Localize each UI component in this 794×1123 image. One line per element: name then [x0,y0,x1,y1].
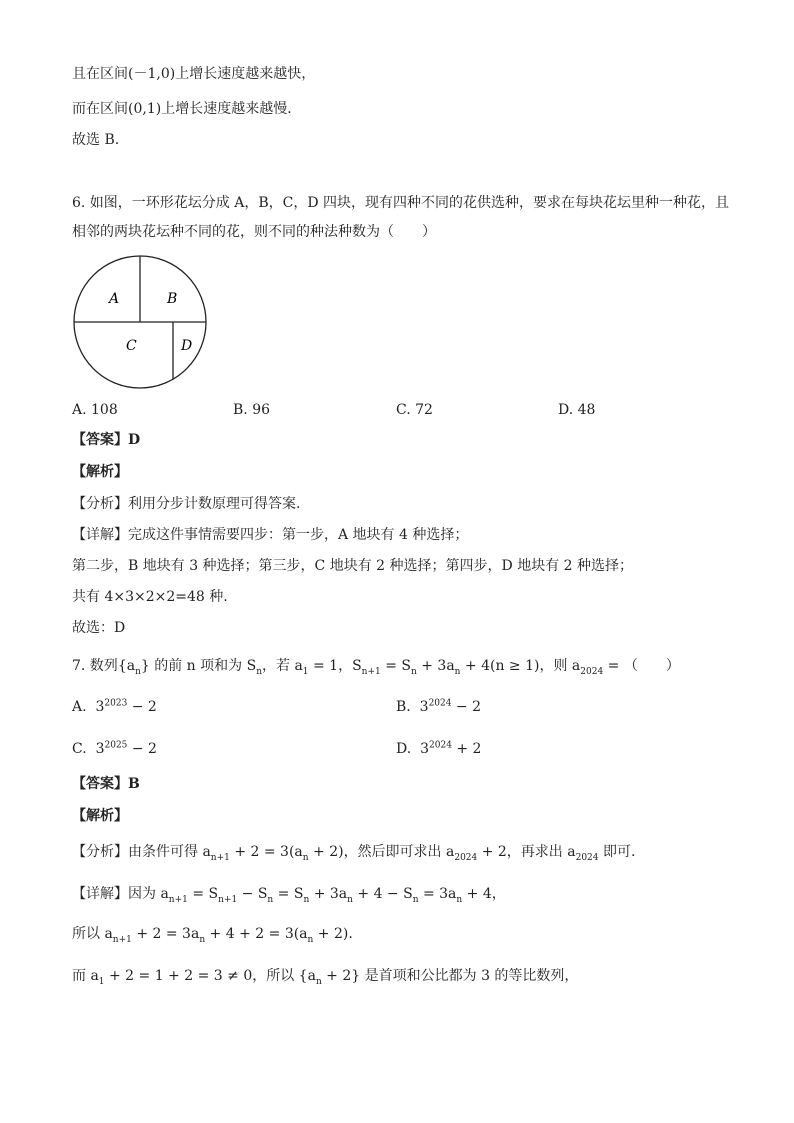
q7-option-c: C. $3^{2025} - 2$ [72,740,157,757]
text-line: 故选 B. [72,132,120,148]
text-line: 而在区间(0,1)上增长速度越来越慢． [72,101,302,117]
q6-detail-line2: 第二步，B 地块有 3 种选择；第三步，C 地块有 2 种选择；第四步，D 地块有 2 种选择； [72,558,633,574]
q7-answer: 【答案】B [72,776,140,792]
flowerbed-diagram [70,252,212,392]
text-line: 且在区间(－1,0)上增长速度越来越快， [72,66,316,82]
q6-option-c: C. 72 [396,402,433,418]
q6-option-d: D. 48 [558,402,596,418]
q6-stem-line1: 6. 如图，一环形花坛分成 A，B，C，D 四块，现有四种不同的花供选种，要求在每块花坛里种一种花，且 [72,195,730,211]
q6-choose: 故选：D [72,620,126,636]
q6-fenxi: 【分析】利用分步计数原理可得答案. [72,496,301,512]
q7-option-b: B. $3^{2024} - 2$ [396,698,482,715]
q7-option-a: A. $3^{2023} - 2$ [72,698,157,715]
q7-option-d: D. $3^{2024} + 2$ [396,740,482,757]
region-label-d: D [181,338,193,354]
region-label-a: A [109,291,120,307]
q6-jiexi: 【解析】 [72,464,128,480]
q6-option-b: B. 96 [233,402,271,418]
q7-detail: 【详解】因为 $a_{n+1} = S_{n+1} - S_n = S_n + 3a_n + 4 - S_n = 3a_n + 4$， [72,886,506,905]
q7-stem: 7. 数列$\{a_n\}$ 的前 n 项和为 $S_n$，若 $a_1 = 1$，$S_{n+1} = S_n + 3a_n + 4(n \ge 1)$，则 $a_{2024}$ = （ ） [72,658,680,677]
q7-last: 而 $a_1 + 2 = 1 + 2 = 3 \ne 0$，所以 $\{a_n + 2\}$ 是首项和公比都为 3 的等比数列， [72,968,579,987]
region-label-b: B [167,291,178,307]
q6-answer: 【答案】D [72,432,141,448]
q6-stem-line2: 相邻的两块花坛种不同的花，则不同的种法种数为（ ） [72,224,436,240]
q6-option-a: A. 108 [72,402,118,418]
q6-detail-line1: 【详解】完成这件事情需要四步：第一步，A 地块有 4 种选择； [72,527,469,543]
q7-jiexi: 【解析】 [72,808,128,824]
q6-detail-line3: 共有 4×3×2×2=48 种. [72,589,228,605]
region-label-c: C [126,338,137,354]
q7-fenxi: 【分析】由条件可得 $a_{n+1} + 2 = 3(a_n + 2)$，然后即可求出 $a_{2024} + 2$，再求出 $a_{2024}$ 即可. [72,844,636,863]
q7-so: 所以 $a_{n+1} + 2 = 3a_n + 4 + 2 = 3(a_n + 2)$. [72,926,353,945]
